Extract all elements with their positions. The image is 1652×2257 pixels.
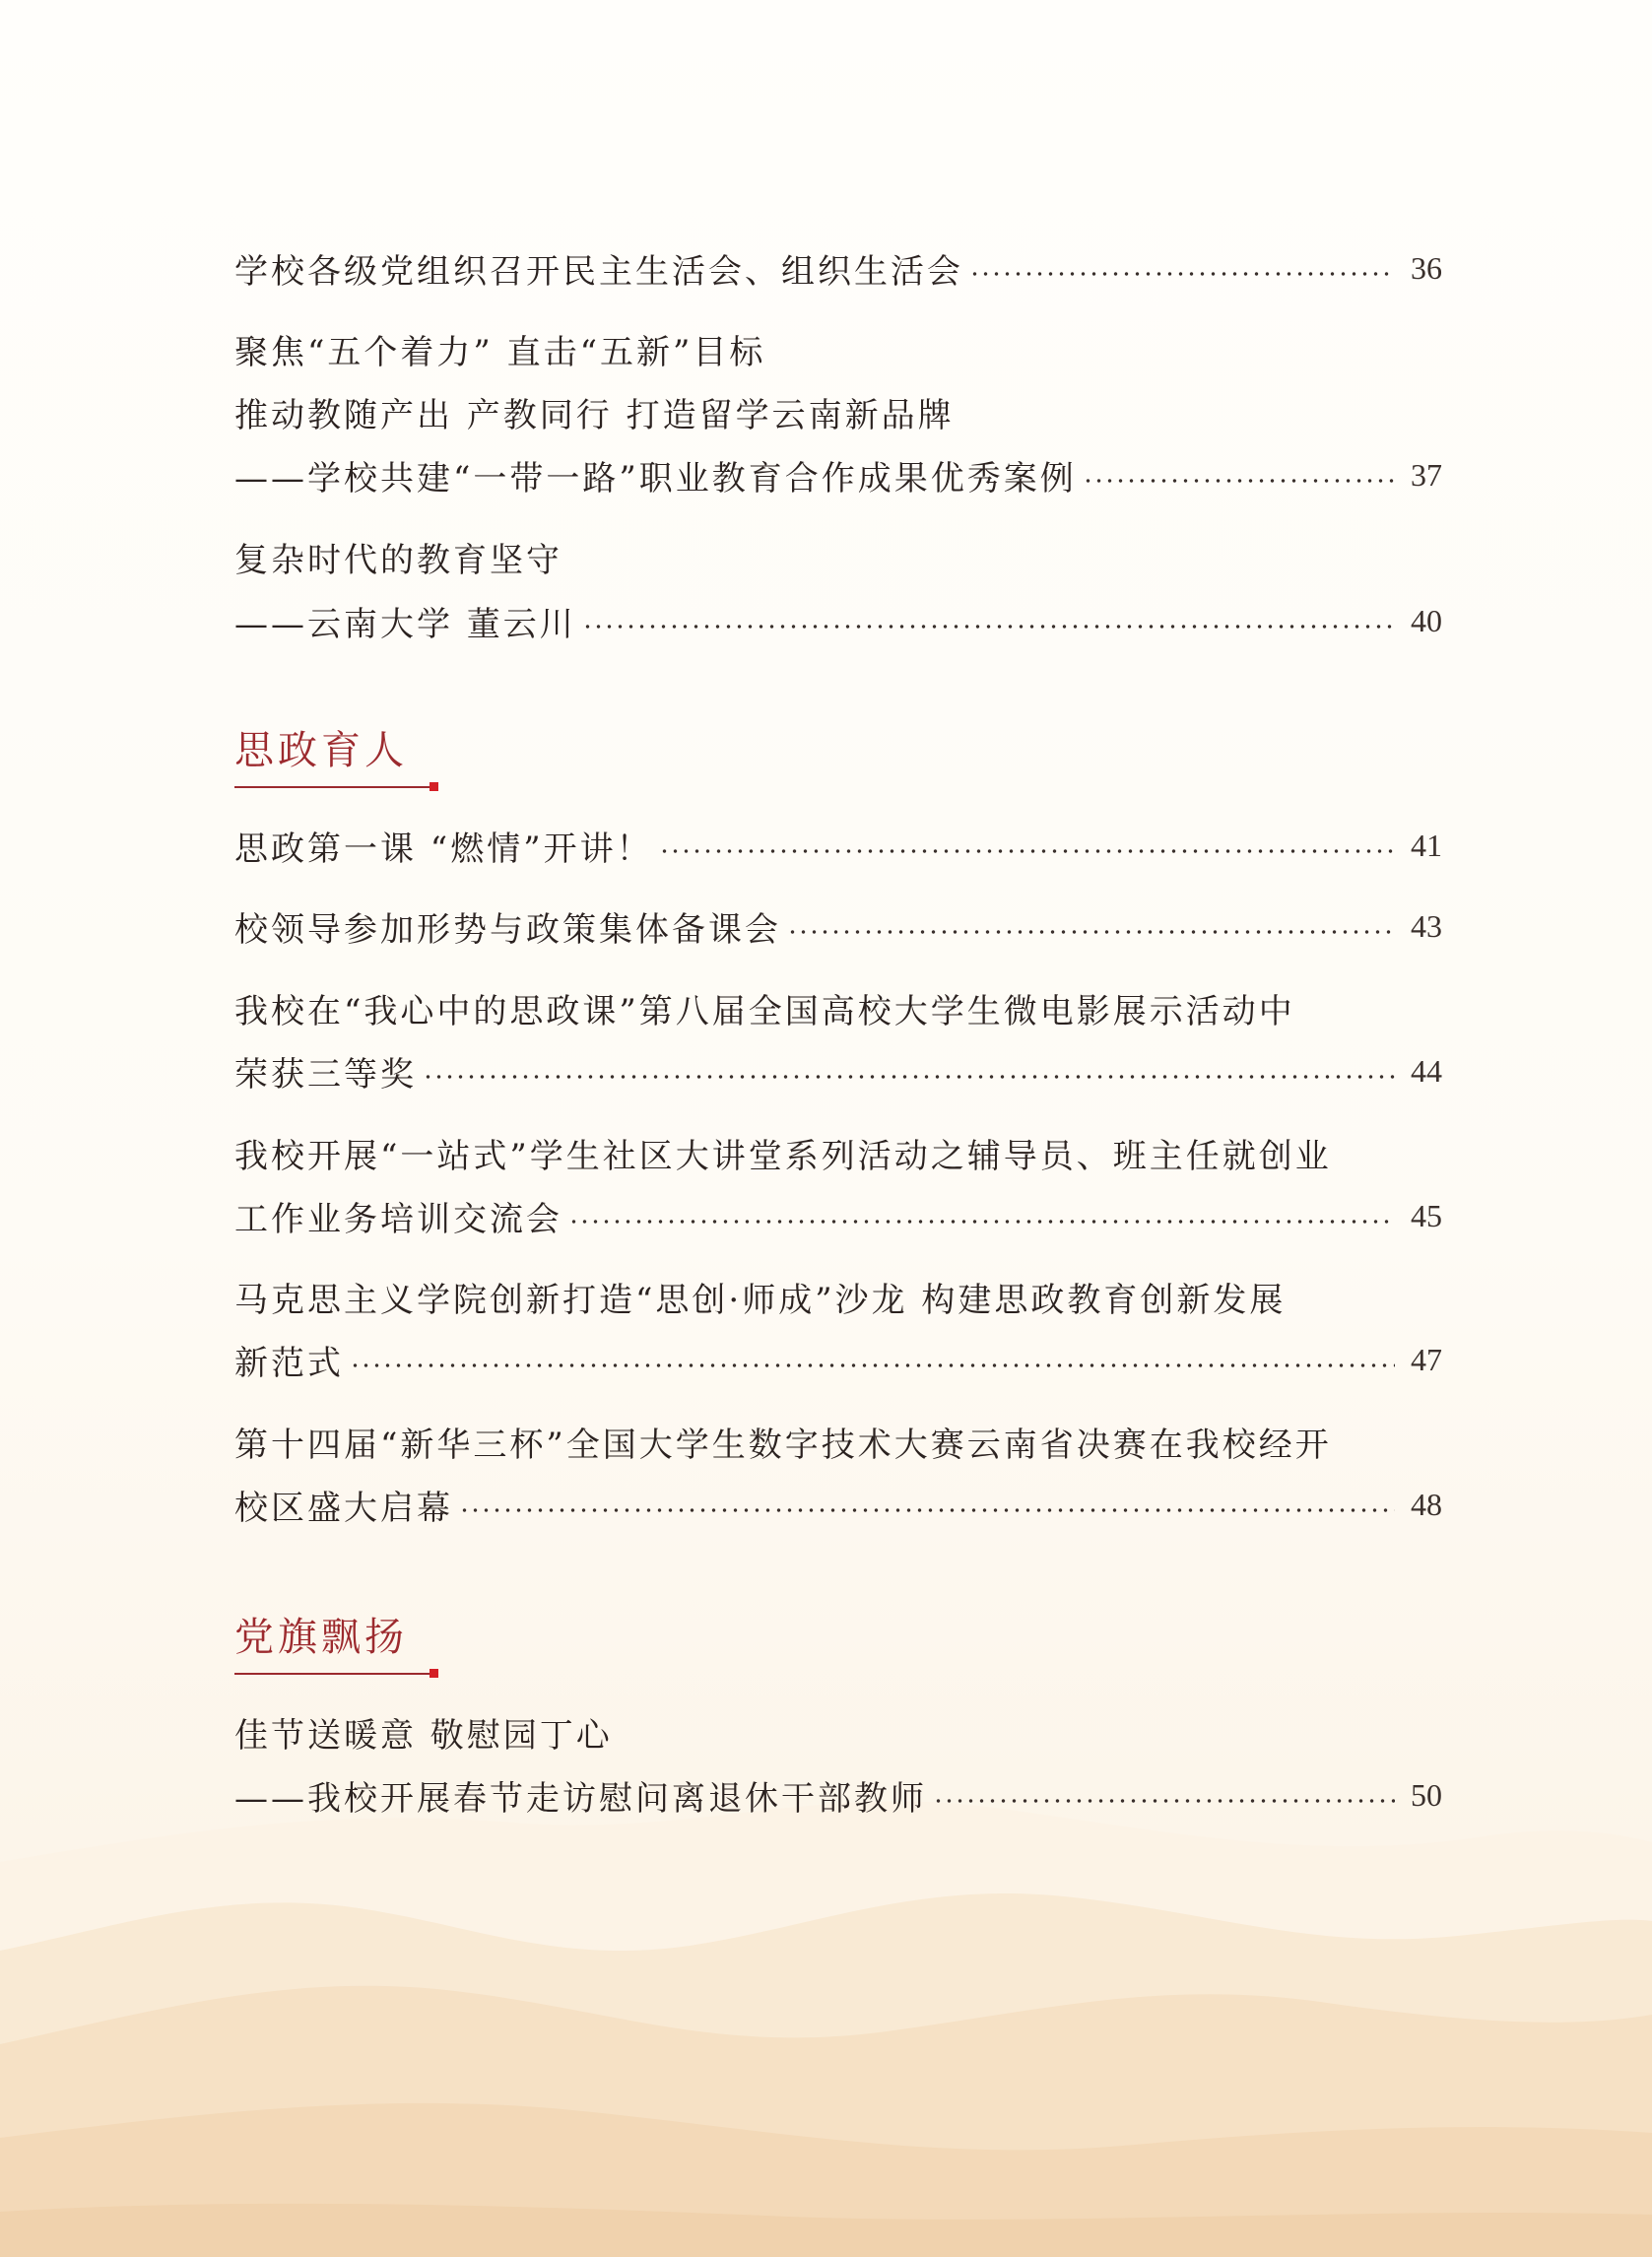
toc-entry-page: 48 [1411,1486,1442,1522]
toc-entry-title: 工作业务培训交流会 [234,1199,562,1239]
toc-entry-title: 思政第一课 “燃情”开讲！ [234,829,653,869]
dot-leader [933,1799,1395,1803]
toc-entry-title: 我校在“我心中的思政课”第八届全国高校大学生微电影展示活动中 [234,991,1295,1031]
section-marker [430,782,438,791]
toc-entry-page: 43 [1411,907,1442,944]
toc-entry[interactable] [234,243,1442,293]
toc-entry-title: 复杂时代的教育坚守 [234,540,562,580]
toc-entry[interactable] [234,1046,1442,1095]
toc-entry-title: 新范式 [234,1343,344,1383]
dot-leader [659,849,1395,853]
toc-entry[interactable] [234,901,1442,951]
toc-entry[interactable] [234,596,1442,645]
toc-entry-page: 36 [1411,249,1442,286]
toc-entry[interactable] [234,1335,1442,1384]
dot-leader [787,930,1395,934]
section-underline [234,786,431,788]
toc-entry-line[interactable] [234,532,1442,581]
toc-entry-page: 44 [1411,1052,1442,1089]
toc-entry-title: 推动教随产出 产教同行 打造留学云南新品牌 [234,395,955,435]
toc-entry-title: 学校各级党组织召开民主生活会、组织生活会 [234,251,963,292]
dot-leader [350,1363,1395,1367]
toc-entry-line[interactable] [234,1707,1442,1757]
section-underline [234,1673,431,1675]
toc-entry[interactable] [234,1191,1442,1240]
toc-entry-title: 荣获三等奖 [234,1054,417,1095]
section-marker [430,1669,438,1678]
toc-entry-title: 校领导参加形势与政策集体备课会 [234,909,781,950]
toc-entry-title: 校区盛大启幕 [234,1488,453,1528]
toc-entry[interactable] [234,1770,1442,1820]
toc-entry-page: 50 [1411,1776,1442,1813]
toc-entry-page: 40 [1411,602,1442,638]
toc-entry-line[interactable] [234,1417,1442,1466]
toc-entry-subtitle: ——云南大学 董云川 [234,604,576,644]
toc-entry-line[interactable] [234,983,1442,1032]
toc-entry-line[interactable] [234,387,1442,436]
dot-leader [1083,479,1395,483]
toc-entry-title: 聚焦“五个着力” 直击“五新”目标 [234,332,766,372]
toc-entry-page: 37 [1411,456,1442,493]
toc-entry[interactable] [234,821,1442,870]
dot-leader [582,625,1395,629]
dot-leader [969,272,1395,276]
toc-entry-subtitle: ——我校开展春节走访慰问离退休干部教师 [234,1778,927,1819]
toc-entry[interactable] [234,1480,1442,1529]
toc-entry-subtitle: ——学校共建“一带一路”职业教育合作成果优秀案例 [234,458,1077,498]
toc-entry-line[interactable] [234,1128,1442,1177]
section-heading: 党旗飘扬 [234,1615,408,1660]
toc-entry-page: 47 [1411,1341,1442,1377]
dot-leader [568,1220,1395,1224]
toc-entry[interactable] [234,450,1442,499]
toc-entry-line[interactable] [234,324,1442,373]
toc-entry-title: 我校开展“一站式”学生社区大讲堂系列活动之辅导员、班主任就创业 [234,1136,1332,1176]
section-heading: 思政育人 [234,728,408,773]
dot-leader [423,1075,1395,1079]
toc-entry-title: 佳节送暖意 敬慰园丁心 [234,1715,613,1756]
toc-entry-title: 第十四届“新华三杯”全国大学生数字技术大赛云南省决赛在我校经开 [234,1425,1332,1465]
toc-entry-line[interactable] [234,1272,1442,1321]
toc-entry-page: 41 [1411,827,1442,863]
dot-leader [459,1508,1395,1512]
toc-entry-page: 45 [1411,1197,1442,1233]
toc-entry-title: 马克思主义学院创新打造“思创·师成”沙龙 构建思政教育创新发展 [234,1280,1287,1320]
table-of-contents [234,0,1442,2257]
